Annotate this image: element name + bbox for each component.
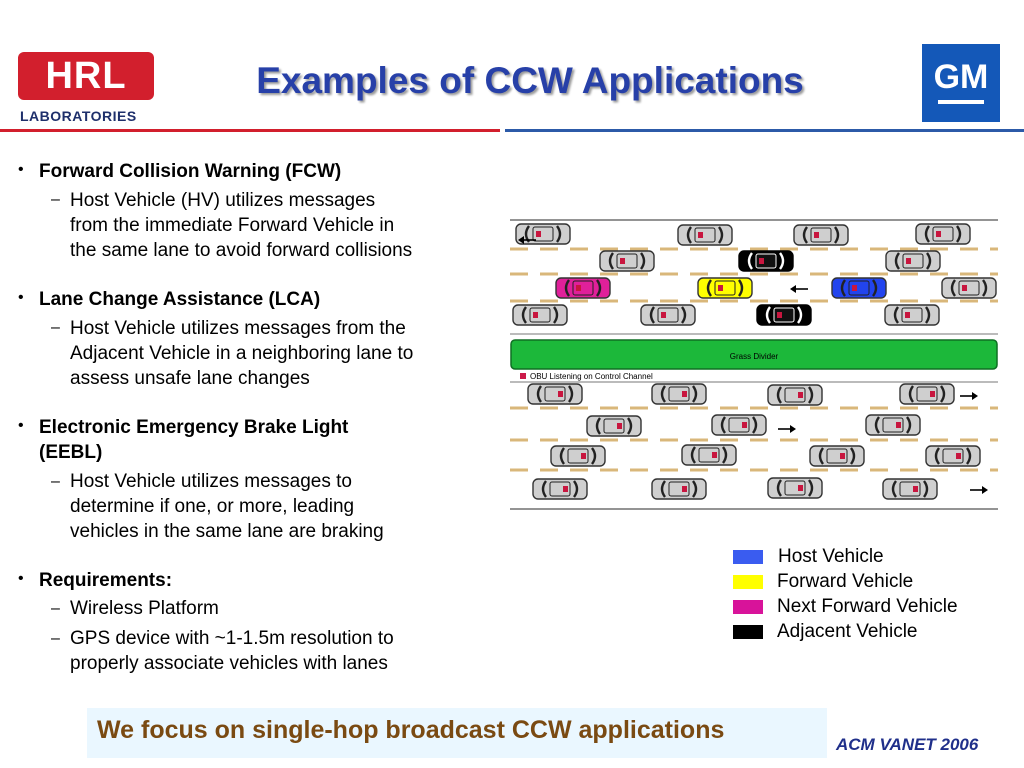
obu-marker-icon [520, 373, 526, 379]
requirement-wireless: Wireless Platform [70, 598, 219, 619]
bullet-dot: • [18, 417, 24, 434]
vehicle [885, 305, 939, 325]
legend-swatch-next-forward [733, 600, 763, 614]
vehicle [556, 278, 610, 298]
vehicle [528, 384, 582, 404]
requirement-gps-line-1: GPS device with ~1-1.5m resolution to [70, 628, 394, 649]
bullet-dot: • [18, 161, 24, 178]
vehicle [641, 305, 695, 325]
lca-heading: Lane Change Assistance (LCA) [39, 289, 321, 310]
vehicle [587, 416, 641, 436]
highway-diagram [510, 212, 1000, 510]
arrow-right-icon [778, 425, 796, 433]
vehicle [768, 385, 822, 405]
legend-label-adjacent: Adjacent Vehicle [777, 621, 918, 642]
arrow-head [790, 425, 796, 433]
sub-bullet-dash: – [51, 191, 60, 208]
hrl-logo-text: HRL [45, 55, 127, 97]
vehicle [757, 305, 811, 325]
gm-logo-text: GM [933, 58, 989, 96]
legend-label-next-forward: Next Forward Vehicle [777, 596, 958, 617]
obu-marker-icon [698, 232, 703, 238]
vehicle [652, 479, 706, 499]
obu-marker-icon [682, 486, 687, 492]
slide-title: Examples of CCW Applications [256, 60, 804, 101]
sub-bullet-dash: – [51, 473, 60, 490]
legend-label-host: Host Vehicle [778, 546, 884, 567]
lca-detail-line-2: Adjacent Vehicle in a neighboring lane to [70, 343, 414, 364]
legend-swatch-adjacent [733, 625, 763, 639]
obu-marker-icon [536, 231, 541, 237]
vehicle [513, 305, 567, 325]
obu-marker-icon [905, 312, 910, 318]
vehicle [926, 446, 980, 466]
vehicle [600, 251, 654, 271]
vehicle [551, 446, 605, 466]
conference-footer: ACM VANET 2006 [836, 735, 979, 754]
obu-marker-icon [906, 258, 911, 264]
obu-marker-icon [661, 312, 666, 318]
eebl-heading-line-1: Electronic Emergency Brake Light [39, 417, 349, 438]
title-divider-blue [505, 129, 1024, 132]
grass-divider-label: Grass Divider [729, 352, 779, 361]
obu-marker-icon [962, 285, 967, 291]
fcw-detail-line-3: the same lane to avoid forward collisions [70, 240, 413, 261]
obu-marker-icon [777, 312, 782, 318]
obu-marker-icon [956, 453, 961, 459]
vehicle [516, 224, 570, 244]
requirement-gps-line-2: properly associate vehicles with lanes [70, 653, 388, 674]
obu-marker-icon [936, 231, 941, 237]
arrow-right-icon [970, 486, 988, 494]
vehicle [682, 445, 736, 465]
title-divider-red [0, 129, 500, 132]
obu-marker-icon [558, 391, 563, 397]
vehicle [739, 251, 793, 271]
eebl-detail-line-1: Host Vehicle utilizes messages to [70, 471, 352, 492]
obu-marker-icon [930, 391, 935, 397]
gm-logo [922, 44, 1000, 122]
lca-detail-line-1: Host Vehicle utilizes messages from the [70, 318, 406, 339]
obu-marker-icon [712, 452, 717, 458]
focus-banner-text: We focus on single-hop broadcast CCW applications [97, 716, 725, 744]
vehicle [832, 278, 886, 298]
obu-marker-icon [913, 486, 918, 492]
obu-marker-icon [840, 453, 845, 459]
vehicle [900, 384, 954, 404]
obu-marker-icon [798, 485, 803, 491]
obu-marker-icon [814, 232, 819, 238]
vehicle [698, 278, 752, 298]
vehicle [768, 478, 822, 498]
legend [730, 546, 1020, 650]
vehicle [533, 479, 587, 499]
obu-note: OBU Listening on Control Channel [530, 372, 653, 381]
obu-marker-icon [576, 285, 581, 291]
fcw-detail-line-2: from the immediate Forward Vehicle in [70, 215, 395, 236]
obu-marker-icon [759, 258, 764, 264]
obu-marker-icon [742, 422, 747, 428]
requirements-heading: Requirements: [39, 570, 173, 591]
bullet-dot: • [18, 289, 24, 306]
hrl-logo [18, 52, 158, 124]
fcw-detail-line-1: Host Vehicle (HV) utilizes messages [70, 190, 376, 211]
sub-bullet-dash: – [51, 600, 60, 617]
hrl-logo-box [18, 52, 154, 100]
obu-marker-icon [682, 391, 687, 397]
obu-marker-icon [581, 453, 586, 459]
eebl-detail-line-3: vehicles in the same lane are braking [70, 521, 384, 542]
vehicle [886, 251, 940, 271]
obu-marker-icon [617, 423, 622, 429]
vehicle [678, 225, 732, 245]
arrow-head [972, 392, 978, 400]
vehicle [883, 479, 937, 499]
gm-logo-underline [938, 100, 984, 104]
vehicle [810, 446, 864, 466]
vehicle [794, 225, 848, 245]
arrow-head [982, 486, 988, 494]
obu-marker-icon [896, 422, 901, 428]
hrl-logo-subtext: LABORATORIES [20, 108, 137, 124]
eebl-heading-line-2: (EEBL) [39, 442, 103, 463]
fcw-heading: Forward Collision Warning (FCW) [39, 161, 342, 182]
eebl-detail-line-2: determine if one, or more, leading [70, 496, 355, 517]
obu-marker-icon [533, 312, 538, 318]
obu-marker-icon [620, 258, 625, 264]
legend-swatch-host [733, 550, 763, 564]
arrow-left-icon [790, 285, 808, 293]
legend-label-forward: Forward Vehicle [777, 571, 914, 592]
bullet-dot: • [18, 570, 24, 587]
obu-marker-icon [852, 285, 857, 291]
legend-swatch-forward [733, 575, 763, 589]
vehicle [652, 384, 706, 404]
obu-marker-icon [798, 392, 803, 398]
vehicle [916, 224, 970, 244]
arrow-right-icon [960, 392, 978, 400]
obu-marker-icon [563, 486, 568, 492]
vehicle [712, 415, 766, 435]
vehicle [866, 415, 920, 435]
sub-bullet-dash: – [51, 630, 60, 647]
sub-bullet-dash: – [51, 319, 60, 336]
vehicle [942, 278, 996, 298]
obu-marker-icon [718, 285, 723, 291]
arrow-head [790, 285, 796, 293]
lca-detail-line-3: assess unsafe lane changes [70, 368, 310, 389]
